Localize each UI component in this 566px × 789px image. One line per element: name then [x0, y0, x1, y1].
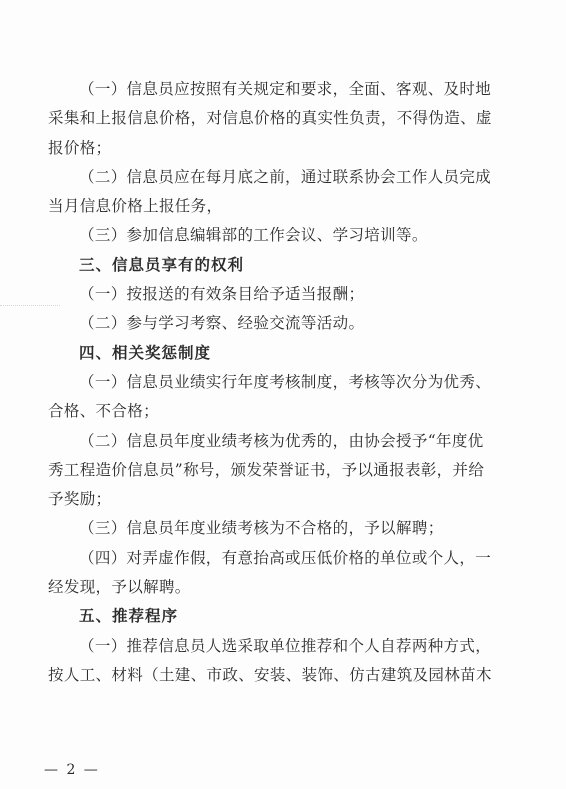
section-heading: 三、信息员享有的权利	[79, 255, 245, 274]
text-line: （二）信息员应在每月底之前，通过联系协会工作人员完成	[79, 167, 492, 186]
text-line: （二）参与学习考察、经验交流等活动。	[79, 314, 365, 333]
text-line: （一）信息员应按照有关规定和要求，全面、客观、及时地	[79, 80, 492, 98]
page-number: — 2 —	[44, 762, 100, 778]
text-line: （一）推荐信息员人选采取单位推荐和个人自荐两种方式，	[79, 636, 492, 655]
text-line: 秀工程造价信息员”称号，颁发荣誉证书，予以通报表彰，并给	[48, 460, 485, 479]
section-heading: 四、相关奖惩制度	[79, 343, 212, 362]
text-line: （三）参加信息编辑部的工作会议、学习培训等。	[79, 226, 428, 245]
text-line: （一）按报送的有效条目给予适当报酬；	[79, 285, 365, 304]
text-line: 报价格；	[48, 138, 112, 157]
text-line: （三）信息员年度业绩考核为不合格的，予以解聘；	[79, 519, 444, 538]
text-line: 予奖励；	[48, 490, 112, 509]
text-line: 采集和上报信息价格，对信息价格的真实性负责，不得伪造、虚	[48, 109, 492, 128]
document-body	[48, 75, 518, 690]
text-line: 当月信息价格上报任务，	[48, 197, 223, 216]
text-line: （二）信息员年度业绩考核为优秀的，由协会授予“年度优	[79, 431, 484, 450]
text-line: （一）信息员业绩实行年度考核制度，考核等次分为优秀、	[79, 372, 492, 391]
text-line: 合格、不合格；	[48, 402, 159, 421]
text-line: （四）对弄虚作假，有意抬高或压低价格的单位或个人，一	[79, 548, 492, 567]
text-line: 经发现，予以解聘。	[48, 578, 191, 597]
text-line: 按人工、材料（土建、市政、安装、装饰、仿古建筑及园林苗木	[48, 665, 492, 684]
section-heading: 五、推荐程序	[79, 607, 179, 626]
